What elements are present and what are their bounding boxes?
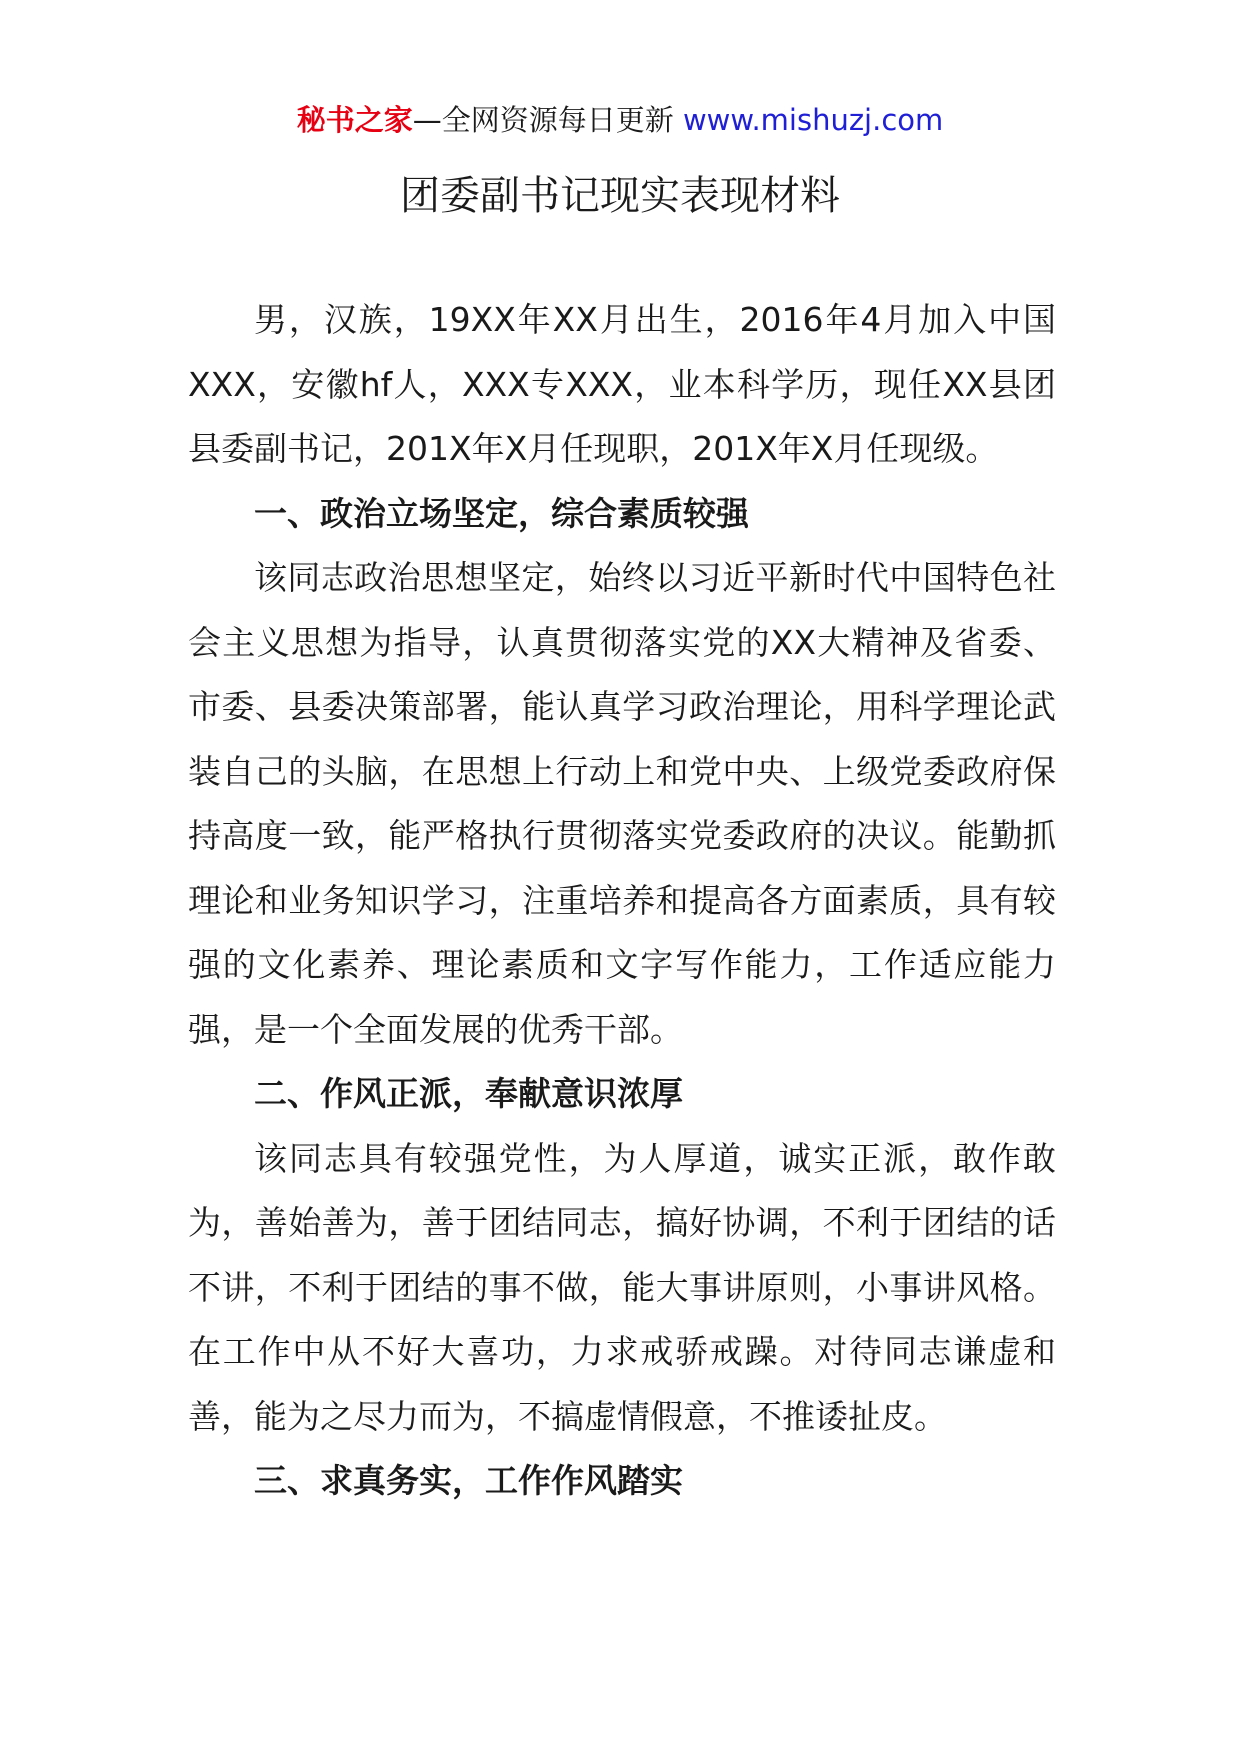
section-heading-2: 二、作风正派，奉献意识浓厚: [254, 1074, 683, 1113]
site-url-link[interactable]: www.mishuzj.com: [682, 103, 944, 137]
intro-paragraph: 男，汉族，19XX年XX月出生，2016年4月加入中国XXX，安徽hf人，XXX专XXX，业本科学历，现任XX县团县委副书记，201X年X月任现职，201X年X月任现级。: [188, 300, 1056, 468]
document-title: 团委副书记现实表现材料: [400, 173, 840, 219]
section-2-paragraph: 该同志具有较强党性，为人厚道，诚实正派，敢作敢为，善始善为，善于团结同志，搞好协调，不利于团结的话不讲，不利于团结的事不做，能大事讲原则，小事讲风格。在工作中从不好大喜功，力求戒骄戒躁。对待同志谦虚和善，能为之尽力而为，不搞虚情假意，不推诿扯皮。: [188, 1138, 1056, 1436]
banner-tagline: —全网资源每日更新: [412, 103, 674, 137]
section-1-paragraph: 该同志政治思想坚定，始终以习近平新时代中国特色社会主义思想为指导，认真贯彻落实党的XX大精神及省委、市委、县委决策部署，能认真学习政治理论，用科学理论武装自己的头脑，在思想上行动上和党中央、上级党委政府保持高度一致，能严格执行贯彻落实党委政府的决议。能勤抓理论和业务知识学习，注重培养和提高各方面素质，具有较强的文化素养、理论素质和文字写作能力，工作适应能力强，是一个全面发展的优秀干部。: [188, 558, 1056, 1049]
document-body: [188, 288, 1056, 1514]
brand-name: 秘书之家: [296, 103, 413, 137]
section-heading-1: 一、政治立场坚定，综合素质较强: [254, 493, 749, 533]
site-banner: [0, 100, 1240, 140]
section-heading-3: 三、求真务实，工作作风踏实: [254, 1461, 683, 1500]
